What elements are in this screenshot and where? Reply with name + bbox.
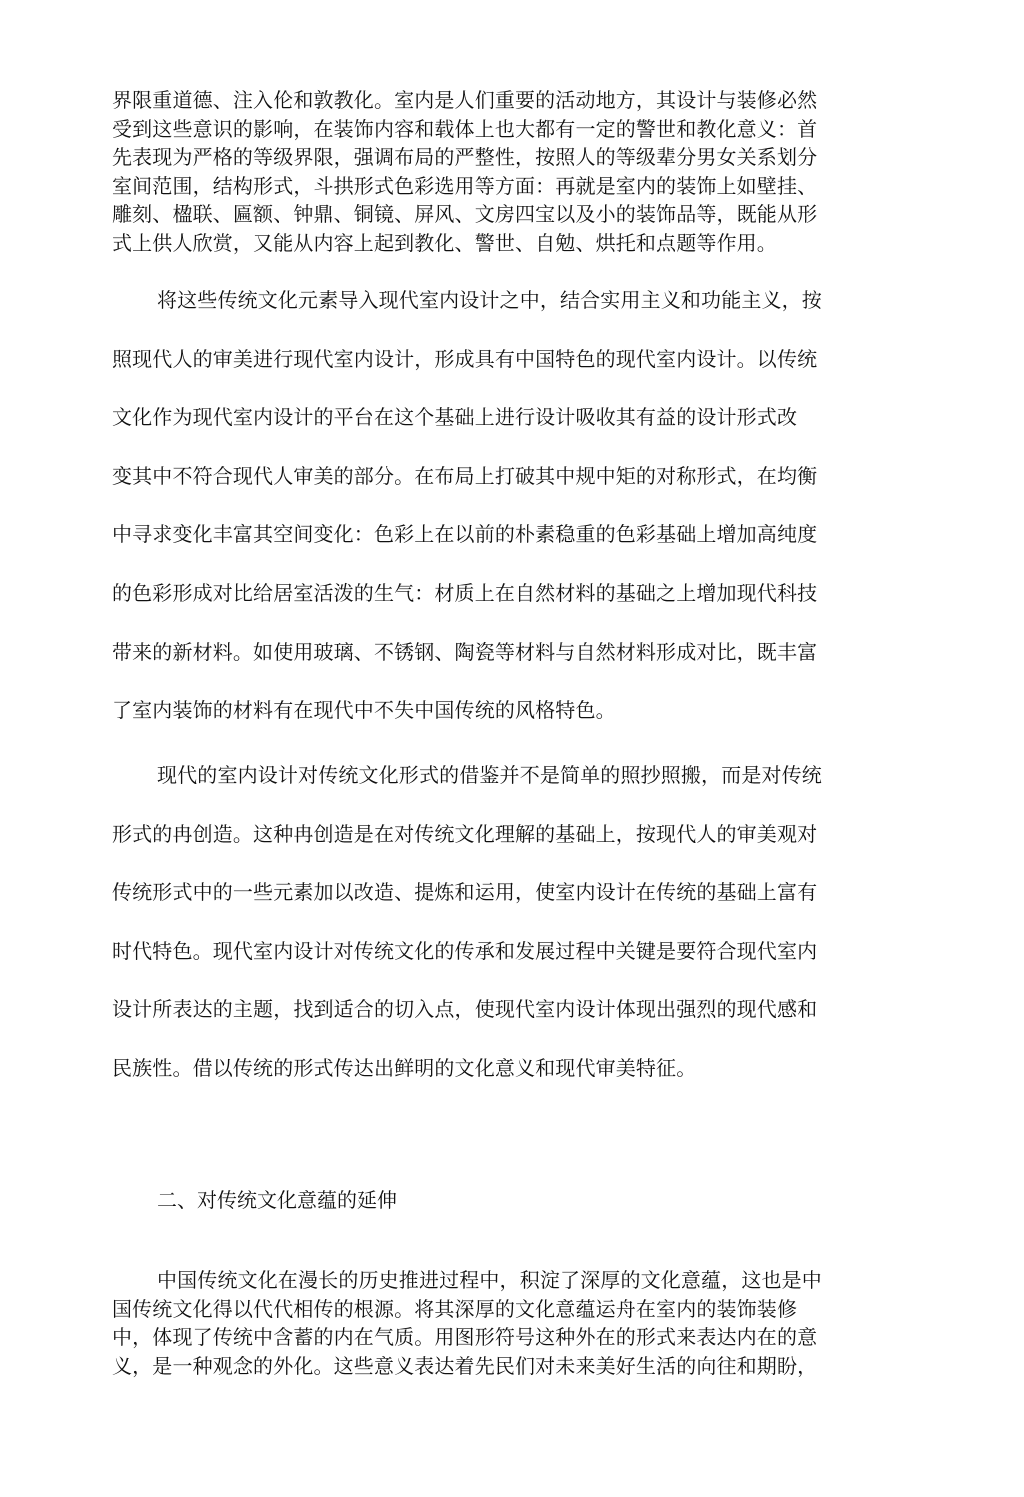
paragraph-1-line-3: 先表现为严格的等级界限，强调布局的严整性，按照人的等级辈分男女关系划分 [112, 145, 818, 170]
paragraph-3-line-2: 形式的冉创造。这种冉创造是在对传统文化理解的基础上，按现代人的审美观对 [112, 821, 818, 846]
paragraph-1-line-6: 式上供人欣赏，又能从内容上起到教化、警世、自勉、烘托和点题等作用。 [112, 230, 777, 255]
paragraph-3-line-3: 传统形式中的一些元素加以改造、提炼和运用，使室内设计在传统的基础上富有 [112, 880, 818, 905]
paragraph-4-line-4: 义，是一种观念的外化。这些意义表达着先民们对未来美好生活的向往和期盼， [112, 1353, 818, 1378]
paragraph-1-line-2: 受到这些意识的影响，在装饰内容和载体上也大都有一定的警世和教化意义：首 [112, 116, 818, 141]
paragraph-2-line-5: 中寻求变化丰富其空间变化：色彩上在以前的朴素稳重的色彩基础上增加高纯度 [112, 522, 818, 547]
section-heading: 二、对传统文化意蕴的延伸 [157, 1188, 397, 1212]
paragraph-3-line-5: 设计所表达的主题，找到适合的切入点，使现代室内设计体现出强烈的现代感和 [112, 997, 818, 1022]
paragraph-2-line-3: 文化作为现代室内设计的平台在这个基础上进行设计吸收其有益的设计形式改 [112, 405, 798, 430]
paragraph-4 [112, 1266, 887, 1380]
paragraph-2-line-6: 的色彩形成对比给居室活泼的生气：材质上在自然材料的基础之上增加现代科技 [112, 580, 818, 605]
paragraph-2 [112, 286, 887, 755]
paragraph-3-line-6: 民族性。借以传统的形式传达出鲜明的文化意义和现代审美特征。 [112, 1055, 697, 1080]
paragraph-3-line-1: 现代的室内设计对传统文化形式的借鉴并不是简单的照抄照搬，而是对传统 [157, 763, 822, 787]
paragraph-4-line-1: 中国传统文化在漫长的历史推进过程中，积淀了深厚的文化意蕴，这也是中 [157, 1268, 822, 1292]
paragraph-2-line-1: 将这些传统文化元素导入现代室内设计之中，结合实用主义和功能主义，按 [157, 288, 822, 312]
paragraph-3-line-4: 时代特色。现代室内设计对传统文化的传承和发展过程中关键是要符合现代室内 [112, 938, 818, 963]
paragraph-2-line-8: 了室内装饰的材料有在现代中不失中国传统的风格特色。 [112, 698, 616, 723]
paragraph-3 [112, 761, 887, 1113]
paragraph-2-line-7: 带来的新材料。如使用玻璃、不锈钢、陶瓷等材料与自然材料形成对比，既丰富 [112, 639, 818, 664]
paragraph-1-line-1: 界限重道德、注入伦和敦教化。室内是人们重要的活动地方，其设计与装修必然 [112, 88, 818, 112]
paragraph-1 [112, 86, 887, 258]
paragraph-2-line-4: 变其中不符合现代人审美的部分。在布局上打破其中规中矩的对称形式，在均衡 [112, 463, 818, 488]
paragraph-1-line-5: 雕刻、楹联、匾额、钟鼎、铜镜、屏风、文房四宝以及小的装饰品等，既能从形 [112, 202, 818, 227]
paragraph-1-line-4: 室间范围，结构形式，斗拱形式色彩选用等方面：再就是室内的装饰上如壁挂、 [112, 173, 818, 198]
paragraph-4-line-2: 国传统文化得以代代相传的根源。将其深厚的文化意蕴运舟在室内的装饰装修 [112, 1296, 798, 1321]
paragraph-4-line-3: 中，体现了传统中含蓄的内在气质。用图形符号这种外在的形式来表达内在的意 [112, 1325, 818, 1350]
paragraph-2-line-2: 照现代人的审美进行现代室内设计，形成具有中国特色的现代室内设计。以传统 [112, 346, 818, 371]
